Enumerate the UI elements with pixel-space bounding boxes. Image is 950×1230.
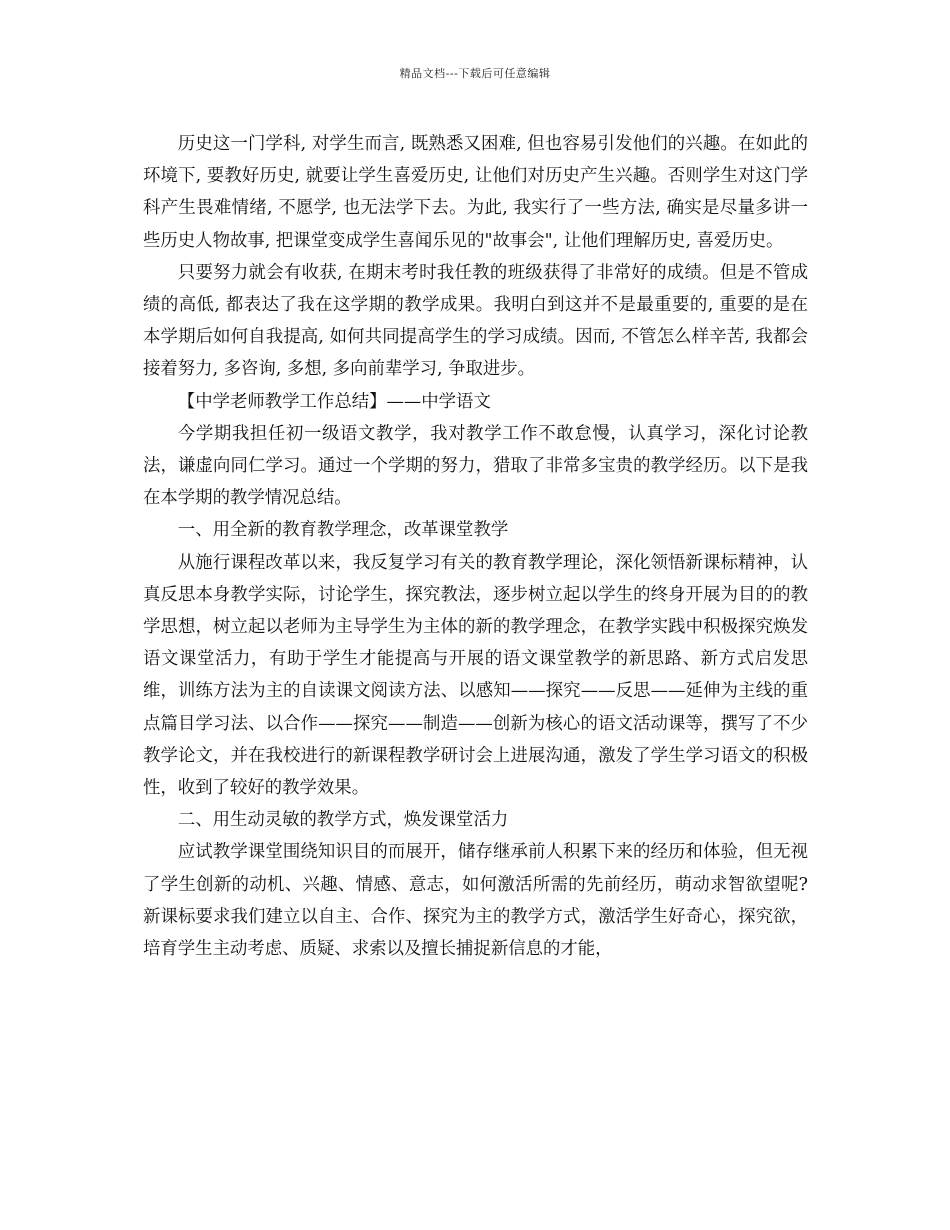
paragraph-part-one: 从施行课程改革以来，我反复学习有关的教育教学理论，深化领悟新课标精神，认真反思本身教学实际，讨论学生，探究教法，逐步树立起以学生的终身开展为目的的教学思想，树立起以老师为主导学生为主体的新的教学理念，在教学实践中积极探究焕发语文课堂活力，有助于学生才能提高与开展的语文课堂教学的新思路、新方式启发思维，训练方法为主的自读课文阅读方法、以感知——探究——反思——延伸为主线的重点篇目学习法、以合作——探究——制造——创新为核心的语文活动课等，撰写了不少教学论文，并在我校进行的新课程教学研讨会上进展沟通，激发了学生学习语文的积极性，收到了较好的教学效果。 (143, 552, 808, 799)
document-body (143, 128, 808, 965)
section-title-chinese-summary: 【中学老师教学工作总结】——中学语文 (177, 391, 491, 412)
page-header: 精品文档---下载后可任意编辑 (399, 67, 551, 80)
heading-part-one: 一、用全新的教育教学理念，改革课堂教学 (177, 520, 509, 541)
paragraph-part-two: 应试教学课堂围绕知识目的而展开，储存继承前人积累下来的经历和体验，但无视了学生创新的动机、兴趣、情感、意志，如何激活所需的先前经历，萌动求智欲望呢?新课标要求我们建立以自主、合作、探究为主的教学方式，激活学生好奇心，探究欲，培育学生主动考虑、质疑、求索以及擅长捕捉新信息的才能， (143, 842, 808, 960)
paragraph-chinese-intro: 今学期我担任初一级语文教学，我对教学工作不敢怠慢，认真学习，深化讨论教法，谦虚向同仁学习。通过一个学期的努力，猎取了非常多宝贵的教学经历。以下是我在本学期的教学情况总结。 (143, 423, 808, 509)
paragraph-history-results: 只要努力就会有收获, 在期末考时我任教的班级获得了非常好的成绩。但是不管成绩的高低, 都表达了我在这学期的教学成果。我明白到这并不是最重要的, 重要的是在本学期后如何自我提高, 如何共同提高学生的学习成绩。因而, 不管怎么样辛苦, 我都会接着努力, 多咨询, 多想, 多向前辈学习, 争取进步。 (143, 262, 808, 380)
paragraph-history-intro: 历史这一门学科, 对学生而言, 既熟悉又困难, 但也容易引发他们的兴趣。在如此的环境下, 要教好历史, 就要让学生喜爱历史, 让他们对历史产生兴趣。否则学生对这门学科产生畏难情绪, 不愿学, 也无法学下去。为此, 我实行了一些方法, 确实是尽量多讲一些历史人物故事, 把课堂变成学生喜闻乐见的"故事会", 让他们理解历史, 喜爱历史。 (143, 134, 808, 251)
heading-part-two: 二、用生动灵敏的教学方式，焕发课堂活力 (177, 810, 509, 831)
